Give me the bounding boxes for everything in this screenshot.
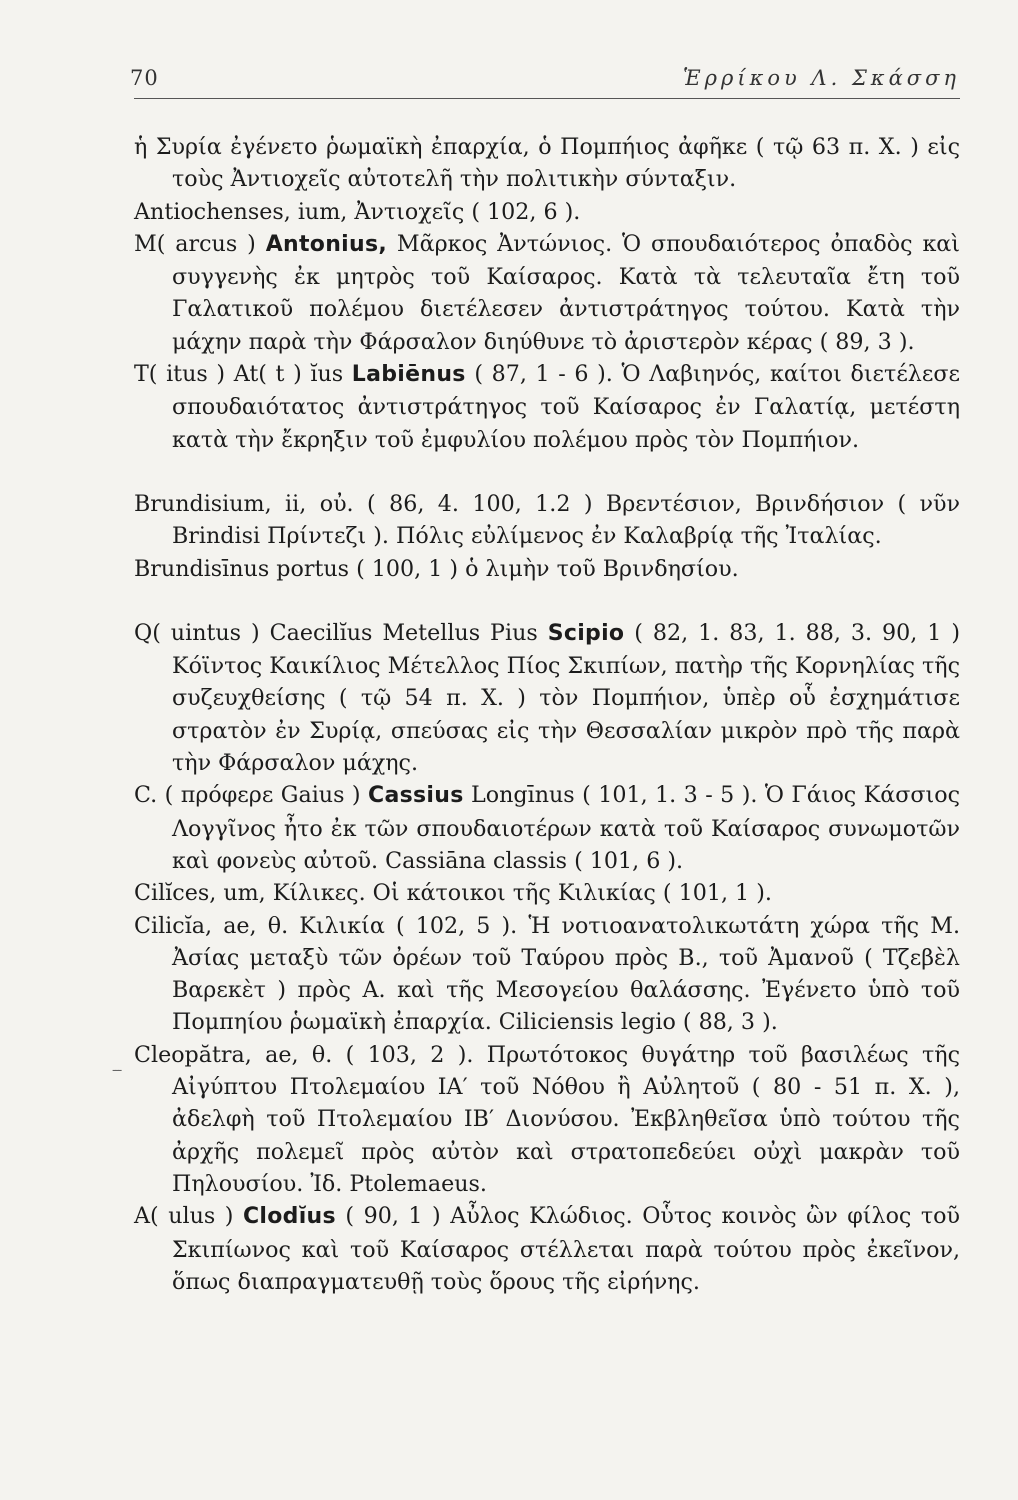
glossary-entry-cilices bbox=[134, 877, 960, 909]
entry-text: A( ulus ) bbox=[134, 1203, 243, 1230]
entry-gap bbox=[134, 456, 960, 488]
glossary-entry-syria-cont bbox=[134, 131, 960, 196]
entry-text: Longīnus ( 101, 1. 3 - 5 ). Ὁ Γάιος Κάσσιος Λογγῖνος ἦτο ἐκ τῶν σπουδαιοτέρων κατὰ τοῦ Καίσαρος συνωμοτῶν καὶ φονεὺς αὐτοῦ. Cassiāna classis ( 101, 6 ). bbox=[172, 782, 960, 874]
entry-gap bbox=[134, 585, 960, 617]
entry-text: Brundisium, ii, οὐ. ( 86, 4. 100, 1.2 ) Βρεντέσιον, Βρινδήσιον ( νῦν Brindisi Πρίντεζι ). Πόλις εὐλίμενος ἐν Καλαβρίᾳ τῆς Ἰταλίας. bbox=[134, 490, 960, 550]
glossary-entry-labienus bbox=[134, 358, 960, 456]
running-header bbox=[130, 66, 960, 99]
headword: Scipio bbox=[547, 620, 625, 646]
entry-text: ( 87, 1 - 6 ). Ὁ Λαβιηνός, καίτοι διετέλεσε σπουδαιότατος ἀντιστράτηγος τοῦ Καίσαρος ἐν Γαλατίᾳ, μετέστη κατὰ τὴν ἔκρηξιν τοῦ ἐμφυλίου πολέμου πρὸς τὸν Πομπήιον. bbox=[172, 361, 961, 453]
glossary-entry-antiochenses bbox=[134, 196, 960, 228]
entry-text: ἡ Συρία ἐγένετο ῥωμαϊκὴ ἐπαρχία, ὁ Πομπήιος ἀφῆκε ( τῷ 63 π. Χ. ) εἰς τοὺς Ἀντιοχεῖς αὐτοτελῆ τὴν πολιτικὴν σύνταξιν. bbox=[134, 134, 960, 193]
page bbox=[130, 66, 961, 1298]
entry-text: C. ( πρόφερε Gaius ) bbox=[134, 782, 369, 809]
entry-text: Q( uintus ) Caecilĭus Metellus Pius bbox=[134, 619, 548, 646]
glossary-body bbox=[134, 131, 960, 1298]
entry-text: ( 82, 1. 83, 1. 88, 3. 90, 1 ) Κόϊντος Καικίλιος Μέτελλος Πίος Σκιπίων, πατὴρ τῆς Κορνηλίας τῆς συζευχθείσης ( τῷ 54 π. Χ. ) τὸν Πομπήιον, ὑπὲρ οὗ ἐσχημάτισε στρατὸν ἐν Συρίᾳ, σπεύσας εἰς τὴν Θεσσαλίαν μικρὸν πρὸ τῆς παρὰ τὴν Φάρσαλον μάχης. bbox=[172, 619, 960, 777]
headword: Antonius, bbox=[265, 231, 388, 257]
entry-text: Antiochenses, ium, Ἀντιοχεῖς ( 102, 6 ). bbox=[134, 198, 581, 225]
page-number: 70 bbox=[130, 66, 159, 90]
entry-text: ( 90, 1 ) Αὖλος Κλώδιος. Οὗτος κοινὸς ὢν φίλος τοῦ Σκιπίωνος καὶ τοῦ Καίσαρος στέλλεται παρὰ τούτου πρὸς ἐκεῖνον, ὅπως διαπραγματευθῇ τοὺς ὅρους τῆς εἰρήνης. bbox=[172, 1203, 960, 1295]
glossary-entry-cleopatra bbox=[134, 1039, 960, 1200]
entry-text: M( arcus ) bbox=[134, 230, 266, 257]
entry-text: Μᾶρκος Ἀντώνιος. Ὁ σπουδαιότερος ὀπαδὸς καὶ συγγενὴς ἐκ μητρὸς τοῦ Καίσαρος. Κατὰ τὰ τελευταῖα ἔτη τοῦ Γαλατικοῦ πολέμου διετέλεσεν ἀντιστράτηγος τούτου. Κατὰ τὴν μάχην παρὰ τὴν Φάρσαλον διηύθυνε τὸ ἀριστερὸν κέρας ( 89, 3 ). bbox=[172, 230, 960, 355]
glossary-entry-scipio bbox=[134, 617, 960, 779]
glossary-entry-cilicia bbox=[134, 910, 960, 1039]
headword: Clodĭus bbox=[242, 1204, 336, 1230]
glossary-entry-brundisium bbox=[134, 488, 960, 553]
glossary-entry-clodius bbox=[134, 1200, 960, 1298]
entry-text: Cleopătra, ae, θ. ( 103, 2 ). Πρωτότοκος θυγάτηρ τοῦ βασιλέως τῆς Αἰγύπτου Πτολεμαίου ΙΑ′ τοῦ Νόθου ἢ Αὐλητοῦ ( 80 - 51 π. Χ. ), ἀδελφὴ τοῦ Πτολεμαίου ΙΒ′ Διονύσου. Ἐκβληθεῖσα ὑπὸ τούτου τῆς ἀρχῆς πολεμεῖ πρὸς αὐτὸν καὶ στρατοπεδεύει οὐχὶ μακρὰν τοῦ Πηλουσίου. Ἰδ. Ptolemaeus. bbox=[134, 1041, 960, 1197]
headword: Cassius bbox=[368, 783, 464, 809]
glossary-entry-antonius bbox=[134, 228, 960, 358]
entry-text: T( itus ) At( t ) ĭus bbox=[134, 361, 352, 388]
entry-text: Cilicĭa, ae, θ. Κιλικία ( 102, 5 ). Ἡ νοτιοανατολικωτάτη χώρα τῆς Μ. Ἀσίας μεταξὺ τῶν ὀρέων τοῦ Ταύρου πρὸς Β., τοῦ Ἀμανοῦ ( Τζεβὲλ Βαρεκὲτ ) πρὸς Α. καὶ τῆς Μεσογείου θαλάσσης. Ἐγένετο ὑπὸ τοῦ Πομπηίου ῥωμαϊκὴ ἐπαρχία. Ciliciensis legio ( 88, 3 ). bbox=[134, 912, 960, 1036]
glossary-entry-brundisinus bbox=[134, 553, 960, 585]
glossary-entry-cassius bbox=[134, 779, 960, 877]
running-title: Ἑρρίκου Λ. Σκάσση bbox=[682, 66, 960, 90]
entry-text: Brundisīnus portus ( 100, 1 ) ὁ λιμὴν τοῦ Βρινδησίου. bbox=[134, 555, 739, 582]
margin-mark: ‐‐‐ bbox=[112, 1062, 121, 1078]
headword: Labiēnus bbox=[351, 362, 466, 388]
entry-text: Cilĭces, um, Κίλικες. Οἱ κάτοικοι τῆς Κιλικίας ( 101, 1 ). bbox=[134, 880, 772, 907]
